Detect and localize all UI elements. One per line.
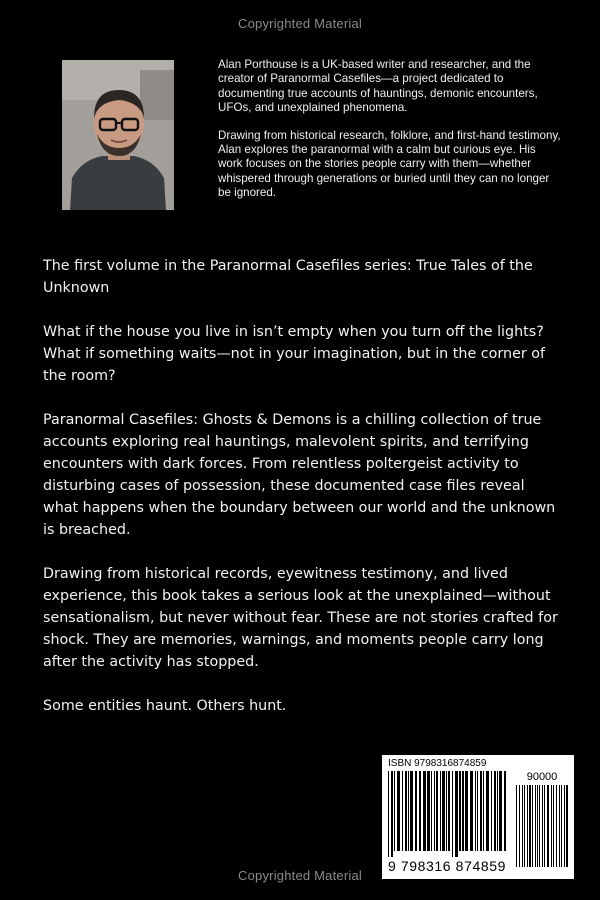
book-description [43, 255, 563, 739]
barcode-bar [561, 785, 562, 867]
barcode-bar [459, 771, 461, 851]
ean13-barcode-bars [388, 771, 508, 857]
author-photo [62, 60, 174, 210]
barcode-bar [427, 771, 430, 851]
barcode-bar [547, 785, 549, 867]
barcode-bar [477, 771, 478, 851]
barcode-bar [436, 771, 438, 851]
barcode-bar [564, 785, 565, 867]
barcode-bar [391, 771, 393, 857]
barcode-bar [537, 785, 538, 867]
barcode-bar [566, 785, 568, 867]
barcode-bar [462, 771, 464, 851]
barcode-bar [470, 771, 473, 851]
barcode-bar [542, 785, 543, 867]
isbn-digits: 9 798316 874859 [388, 858, 506, 874]
barcode-bar [465, 771, 468, 851]
barcode-bar [556, 785, 557, 867]
barcode-bar [431, 771, 432, 851]
barcode-bar [388, 771, 389, 857]
barcode-bar [442, 771, 445, 851]
barcode-bar [394, 771, 395, 851]
tagline: Some entities haunt. Others hunt. [43, 698, 287, 714]
barcode-bar [423, 771, 426, 851]
copyright-watermark-bottom: Copyrighted Material [238, 868, 362, 883]
barcode-bar [452, 771, 453, 857]
barcode-bar [397, 771, 400, 851]
description-paragraph: Drawing from historical records, eyewitness testimony, and lived experience, this book takes a serious look at the unexplained—without sensationalism, but never without fear. These are not stories crafted for shock. They are memories, warnings, and moments people carry long after the activity has stopped. [43, 566, 558, 670]
description-paragraph: What if the house you live in isn’t empty when you turn off the lights? What if something waits—not in your imagination, but in the corner of the room? [43, 324, 546, 384]
barcode-bar [408, 771, 409, 851]
barcode-bar [559, 785, 560, 867]
barcode-bar [522, 785, 523, 867]
barcode-bar [544, 785, 545, 867]
barcode-bar [419, 771, 421, 851]
barcode-bar [504, 771, 506, 851]
barcode-bar [529, 785, 531, 867]
series-line: The first volume in the Paranormal Casefiles series: True Tales of the Unknown [43, 258, 533, 296]
barcode-bar [448, 771, 450, 851]
barcode-bar [434, 771, 435, 851]
barcode-bar [516, 785, 517, 867]
description-paragraph: Paranormal Casefiles: Ghosts & Demons is a chilling collection of true accounts exploring real hauntings, malevolent spirits, and terrifying encounters with dark forces. From relentless poltergeist activity to disturbing cases of possession, these documented case files reveal what happens when the boundary between our world and the unknown is breached. [43, 412, 556, 538]
isbn-label: ISBN 9798316874859 [388, 758, 487, 769]
copyright-watermark-top: Copyrighted Material [238, 16, 362, 31]
author-bio-paragraph: Alan Porthouse is a UK-based writer and researcher, and the creator of Paranormal Casefiles—a project dedicated to documenting true accounts of hauntings, demonic encounters, UFOs, and unexplained phenomena. [218, 58, 538, 115]
author-portrait-image [62, 60, 174, 210]
barcode-bar [415, 771, 417, 851]
barcode-bar [519, 785, 520, 867]
barcode-bar [480, 771, 482, 851]
barcode-bar [539, 785, 540, 867]
barcode-bar [532, 785, 533, 867]
barcode-bar [491, 771, 492, 851]
barcode-bar [497, 771, 498, 851]
barcode-bar [405, 771, 407, 851]
isbn-barcode [382, 755, 574, 879]
barcode-bar [410, 771, 413, 851]
barcode-bar [455, 771, 458, 857]
barcode-bar [486, 771, 489, 851]
barcode-bar [402, 771, 403, 851]
barcode-bar [440, 771, 441, 851]
barcode-bar [475, 771, 476, 851]
barcode-bar [524, 785, 525, 867]
barcode-bar [535, 785, 536, 867]
barcode-bar [527, 785, 528, 867]
author-bio [218, 58, 563, 214]
barcode-bar [446, 771, 447, 851]
price-code: 90000 [526, 771, 558, 783]
barcode-bar [494, 771, 496, 851]
price-addon-barcode-bars [516, 785, 568, 873]
author-bio-paragraph: Drawing from historical research, folklore, and first-hand testimony, Alan explores the paranormal with a calm but curious eye. His work focuses on the stories people carry with them—whether whispered through generations or buried until they can no longer be ignored. [218, 128, 561, 200]
barcode-bar [553, 785, 554, 867]
barcode-bar [551, 785, 552, 867]
barcode-bar [483, 771, 484, 851]
barcode-bar [499, 771, 502, 851]
